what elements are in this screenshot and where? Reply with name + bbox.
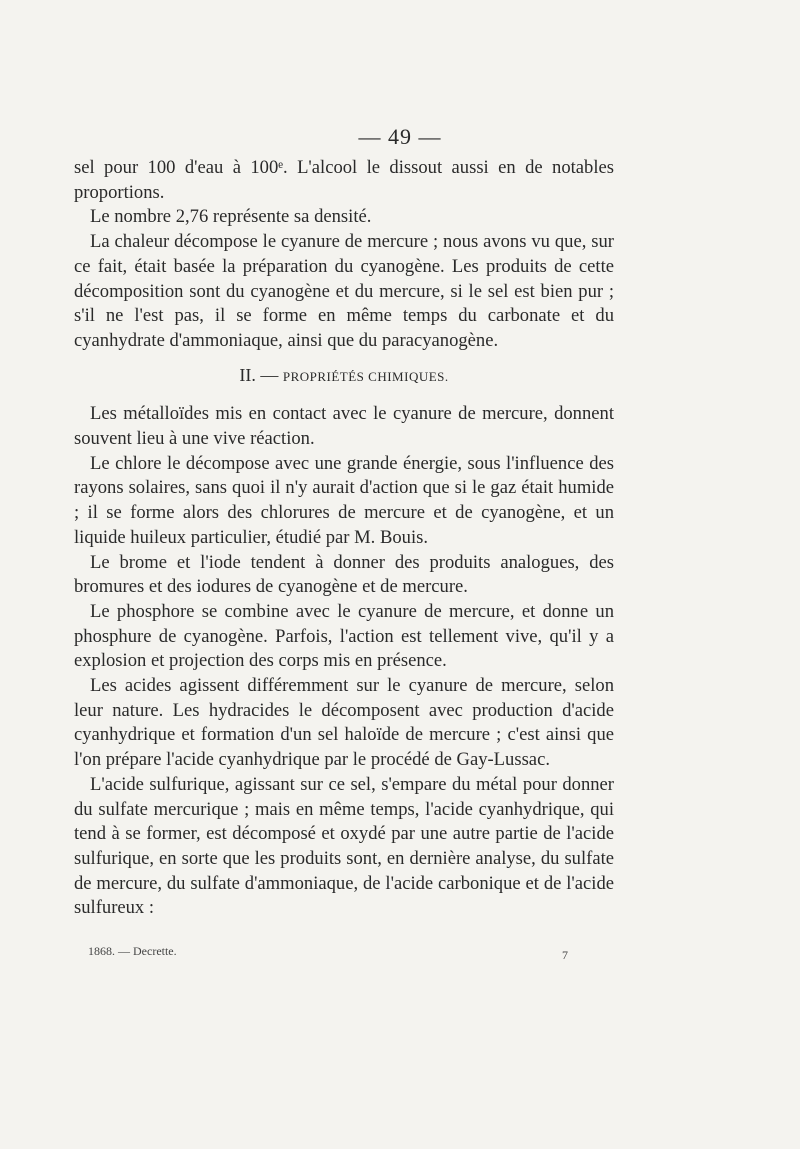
paragraph: La chaleur décompose le cyanure de mercure ; nous avons vu que, sur ce fait, était basée la préparation du cyanogène. Les produits de cette décomposition sont du cyanogène et du mercure, si le sel est bien pur ; s'il ne l'est pas, il se forme en même temps du carbonate et du cyanhydrate d'ammoniaque, ainsi que du paracyanogène. <box>74 231 614 351</box>
sheet-number: 7 <box>562 948 568 962</box>
paragraph: Le nombre 2,76 représente sa densité. <box>90 206 372 228</box>
paragraph: L'acide sulfurique, agissant sur ce sel, s'empare du métal pour donner du sulfate mercurique ; mais en même temps, l'acide cyanhydrique, qui tend à se former, est décomposé et oxydé par une autre partie de l'acide sulfurique, en sorte que les produits sont, en dernière analyse, du sulfate de mercure, du sulfate d'ammoniaque, de l'acide carbonique et de l'acide sulfureux : <box>74 773 614 919</box>
paragraph: Les acides agissent différemment sur le cyanure de mercure, selon leur nature. Les hydracides le décomposent avec production d'acide cyanhydrique et formation d'un sel haloïde de mercure ; c'est ainsi que l'on prépare l'acide cyanhydrique par le procédé de Gay-Lussac. <box>74 675 614 771</box>
section-heading <box>74 363 614 390</box>
page-footer <box>88 944 568 963</box>
section-title: PROPRIÉTÉS CHIMIQUES. <box>282 368 449 384</box>
section-numeral: II. <box>239 364 256 385</box>
paragraph: Les métalloïdes mis en contact avec le cyanure de mercure, donnent souvent lieu à une vive réaction. <box>74 403 614 450</box>
paragraph: sel pour 100 d'eau à 100ᵉ. L'alcool le dissout aussi en de notables proportions. <box>74 157 614 203</box>
footer-signature: 1868. — Decrette. <box>88 944 177 958</box>
section-dash: — <box>260 364 279 385</box>
paragraph: Le chlore le décompose avec une grande énergie, sous l'influence des rayons solaires, sans quoi il n'y aurait d'action que si le gaz était humide ; il se forme alors des chlorures de mercure et de cyanogène, et un liquide huileux particulier, étudié par M. Bouis. <box>74 452 614 548</box>
page-body <box>74 156 614 921</box>
paragraph: Le phosphore se combine avec le cyanure de mercure, et donne un phosphure de cyanogène. Parfois, l'action est tellement vive, qu'il y a explosion et projection des corps mis en présence. <box>74 600 614 672</box>
page-number: — 49 — <box>358 124 442 149</box>
paragraph: Le brome et l'iode tendent à donner des produits analogues, des bromures et des iodures de cyanogène et de mercure. <box>74 551 614 598</box>
